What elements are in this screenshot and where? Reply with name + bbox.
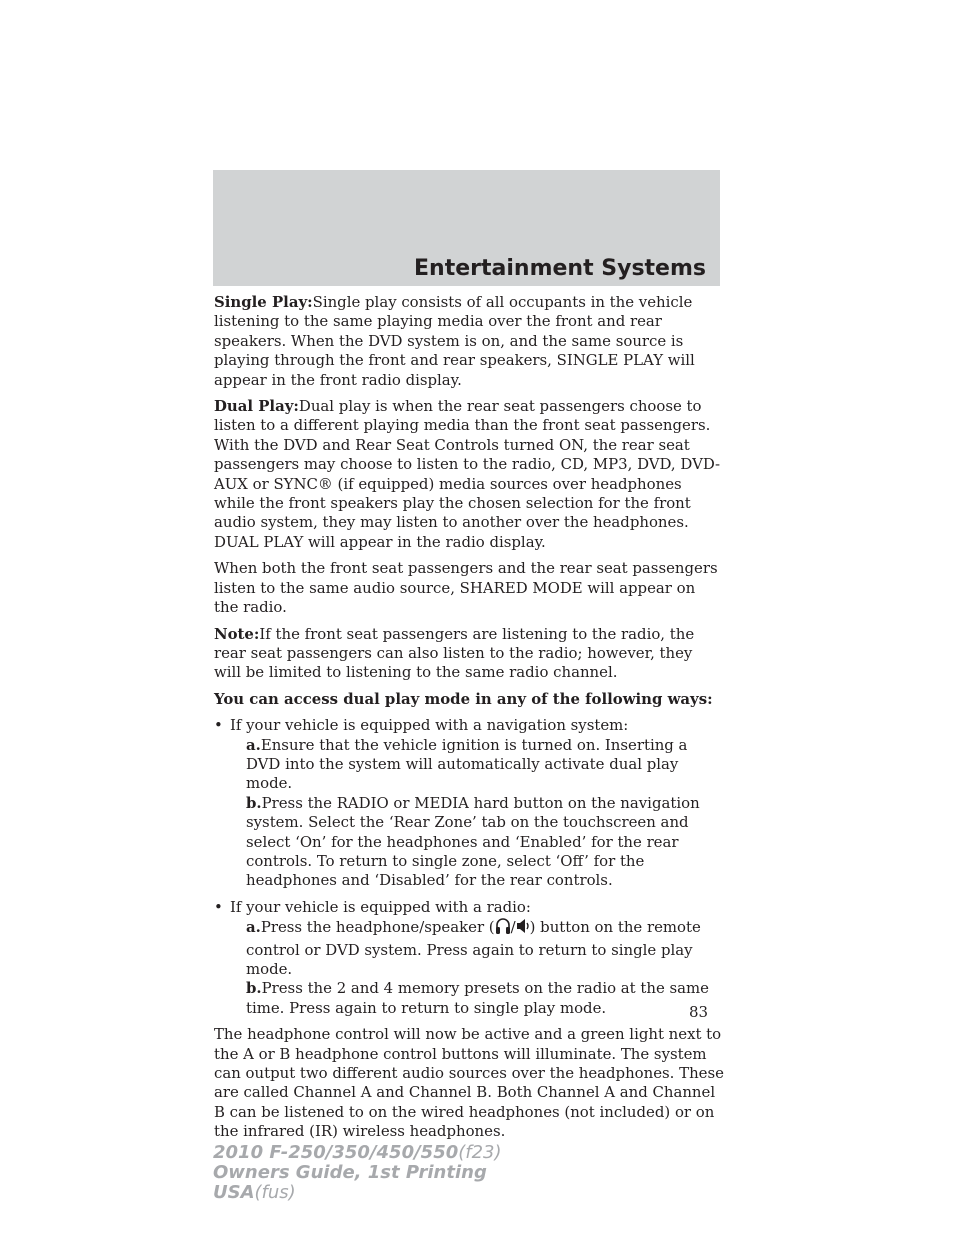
- list-item-radio: [214, 898, 724, 1018]
- note-paragraph: [214, 625, 724, 683]
- bullet-text: If your vehicle is equipped with a radio:: [230, 897, 531, 916]
- note-text: If the front seat passengers are listening to the radio, the rear seat passengers can also listen to the radio; however, they will be limited to listening to the same radio channel.: [214, 624, 695, 682]
- page-content: [214, 293, 724, 1149]
- step-label: b.: [246, 979, 262, 998]
- dual-play-text: Dual play is when the rear seat passengers choose to listen to a different playing media than the front seat passengers. With the DVD and Rear Seat Controls turned ON, the rear seat passengers may choose to listen to the radio, CD, MP3, DVD, DVD-AUX or SYNC® (if equipped) media sources over headphones while the front speakers play the chosen selection for the front audio system, they may listen to another over the headphones. DUAL PLAY will appear in the radio display.: [214, 397, 721, 551]
- dual-play-label: Dual Play:: [214, 397, 299, 416]
- step-text: Press the RADIO or MEDIA hard button on the navigation system. Select the ‘Rear Zone’ tab on the touchscreen and select ‘On’ for the headphones and ‘Enabled’ for the rear controls. To return to single zone, select ‘Off’ for the headphones and ‘Disabled’ for the rear controls.: [246, 793, 700, 890]
- step-text: Press the 2 and 4 memory presets on the radio at the same time. Press again to return to single play mode.: [246, 979, 709, 1017]
- headphone-icon: [495, 917, 511, 940]
- footer-region: USA: [213, 1182, 255, 1203]
- single-play-paragraph: [214, 293, 724, 390]
- footer: [213, 1143, 502, 1203]
- bullet-text: If your vehicle is equipped with a navigation system:: [230, 716, 629, 735]
- step-b: [246, 979, 724, 1018]
- icon-separator: /: [510, 918, 516, 937]
- single-play-text: Single play consists of all occupants in the vehicle listening to the same playing media over the front and rear speakers. When the DVD system is on, and the same source is playing through the front and rear speakers, SINGLE PLAY will appear in the front radio display.: [214, 293, 695, 389]
- step-a: [246, 917, 724, 979]
- page-number: 83: [689, 1003, 709, 1021]
- footer-model-line: [213, 1143, 502, 1163]
- radio-steps: [230, 917, 724, 1018]
- dual-play-paragraph: [214, 397, 724, 552]
- section-header-band: [213, 170, 720, 286]
- step-b: [246, 794, 724, 891]
- bullet-marker: •: [214, 897, 223, 916]
- step-text-after: ) button on the remote control or DVD system. Press again to return to single play mode.: [246, 918, 701, 978]
- step-label: a.: [246, 918, 261, 937]
- step-label: a.: [246, 735, 261, 754]
- note-label: Note:: [214, 624, 260, 643]
- step-label: b.: [246, 793, 262, 812]
- navigation-steps: [230, 736, 724, 891]
- footer-guide-line: Owners Guide, 1st Printing: [213, 1162, 487, 1183]
- section-title: Entertainment Systems: [414, 256, 706, 281]
- closing-paragraph: The headphone control will now be active and a green light next to the A or B headphone control buttons will illuminate. The system can output two different audio sources over the headphones. These are called Channel A and Channel B. Both Channel A and Channel B can be listened to on the wired headphones (not included) or on the infrared (IR) wireless headphones.: [214, 1025, 724, 1141]
- step-text-before: Press the headphone/speaker (: [260, 918, 495, 937]
- single-play-label: Single Play:: [214, 293, 313, 311]
- footer-region-line: [213, 1183, 502, 1203]
- bullet-marker: •: [214, 716, 223, 735]
- speaker-icon: [516, 917, 530, 940]
- list-item-navigation: [214, 716, 724, 891]
- footer-model-code: (f23): [458, 1142, 502, 1163]
- step-text: Ensure that the vehicle ignition is turned on. Inserting a DVD into the system will automatically activate dual play mode.: [246, 735, 688, 793]
- footer-region-code: (fus): [254, 1182, 296, 1203]
- footer-model: 2010 F-250/350/450/550: [213, 1142, 459, 1163]
- step-a: [246, 736, 724, 794]
- ways-heading: You can access dual play mode in any of the following ways:: [214, 689, 713, 708]
- shared-mode-paragraph: When both the front seat passengers and the rear seat passengers listen to the same audio source, SHARED MODE will appear on the radio.: [214, 559, 718, 617]
